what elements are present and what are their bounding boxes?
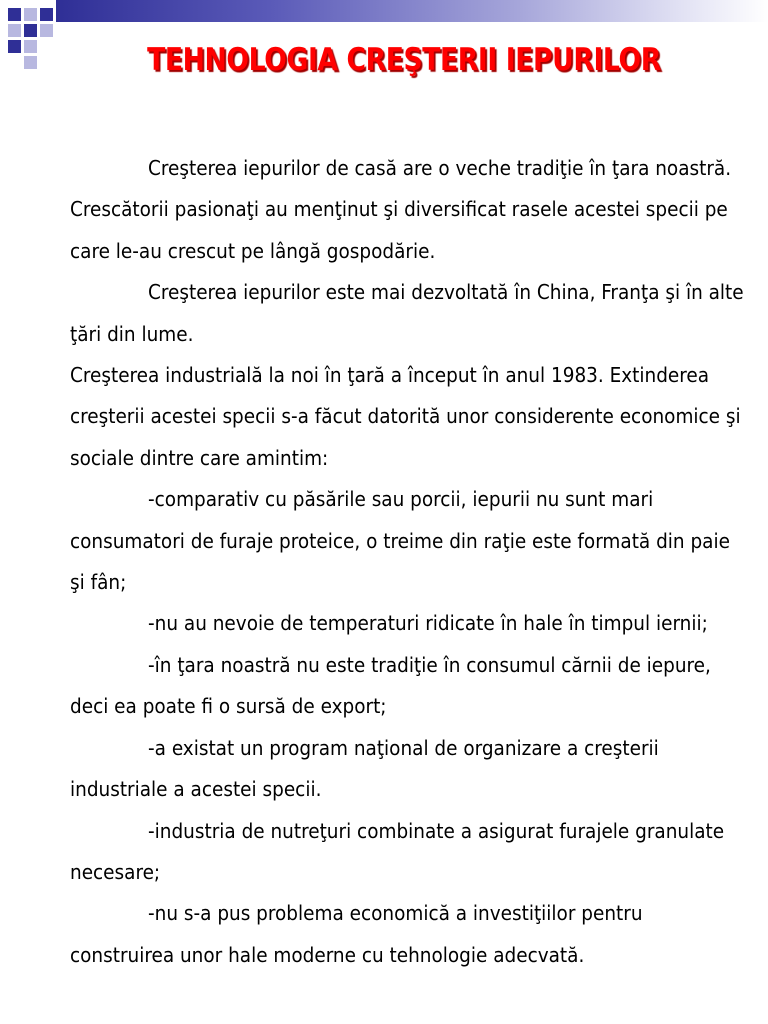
decor-square (24, 40, 37, 53)
decor-square (24, 56, 37, 69)
paragraph-text: Creşterea iepurilor de casă are o veche tradiţie în ţara noastră. Crescătorii pasionaţi au menţinut şi diversificat rasele acestei specii pe care le-au crescut pe lângă gospodărie. (70, 156, 732, 263)
paragraph-text: -a existat un program naţional de organizare a creşterii industriale a acestei specii. (70, 735, 659, 802)
body-paragraph (70, 728, 750, 811)
header-gradient-bar (56, 0, 768, 22)
slide-title: TEHNOLOGIA CREŞTERII IEPURILOR (147, 42, 661, 78)
body-paragraph (70, 148, 750, 272)
paragraph-text: -nu s-a pus problema economică a investiţiilor pentru construirea unor hale moderne cu tehnologie adecvată. (70, 901, 643, 967)
body-paragraph (70, 603, 750, 644)
paragraph-text: -industria de nutreţuri combinate a asigurat furajele granulate necesare; (70, 818, 725, 884)
paragraph-text: -nu au nevoie de temperaturi ridicate în hale în timpul iernii; (148, 611, 708, 636)
slide-body (70, 148, 750, 976)
decor-square (8, 8, 21, 21)
decor-square (8, 40, 21, 53)
body-paragraph (70, 893, 750, 976)
paragraph-text: Creşterea industrială la noi în ţară a început în anul 1983. Extinderea creşterii acestei specii s-a făcut datorită unor considerente economice şi sociale dintre care amintim: (70, 363, 741, 470)
decor-square (24, 8, 37, 21)
decor-square (40, 8, 53, 21)
decor-square (40, 24, 53, 37)
body-paragraph (70, 355, 750, 479)
body-paragraph (70, 645, 750, 728)
paragraph-text: Creşterea iepurilor este mai dezvoltată în China, Franţa şi în alte ţări din lume. (70, 280, 744, 346)
body-paragraph (70, 811, 750, 894)
paragraph-text: -în ţara noastră nu este tradiţie în consumul cărnii de iepure, deci ea poate fi o sursă de export; (70, 652, 711, 719)
decor-square (24, 24, 37, 37)
body-paragraph (70, 479, 750, 603)
body-paragraph (70, 272, 750, 355)
decor-square (8, 24, 21, 37)
paragraph-text: -comparativ cu păsările sau porcii, iepurii nu sunt mari consumatori de furaje proteice, o treime din raţie este formată din paie şi fân; (70, 487, 730, 595)
